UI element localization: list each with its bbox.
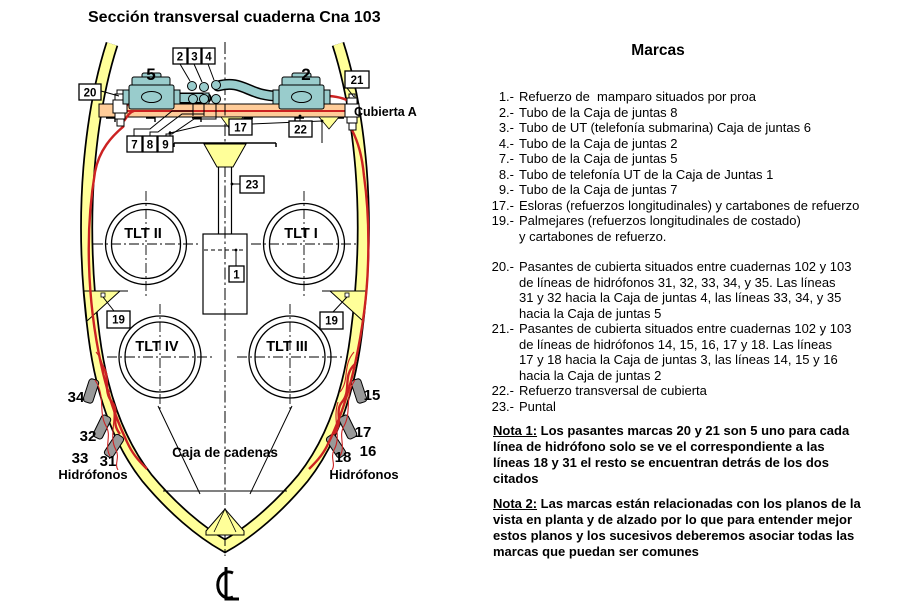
mark-19-left: 19 (112, 314, 125, 327)
mark-3: 3 (191, 51, 198, 64)
mark-17: 17 (234, 122, 247, 135)
legend-item (478, 275, 884, 291)
legend-item-text: y cartabones de refuerzo. (519, 228, 667, 244)
legend-item-number (478, 275, 514, 291)
legend-item-number: 21.- (491, 321, 514, 336)
legend-item-text: 17 y 18 hacia la Caja de juntas 3, las líneas 14, 15 y 16 (519, 352, 838, 367)
legend-note-line: marcas que puedan ser comunes (493, 544, 699, 559)
hull-number-32: 32 (79, 428, 97, 445)
legend-item-text: Esloras (refuerzos longitudinales) y cartabones de refuerzo (519, 197, 860, 213)
legend-panel (478, 42, 884, 560)
legend-items-block-2 (478, 259, 884, 414)
legend-note-label: Nota 1: (493, 423, 538, 438)
hull-number-16: 16 (359, 443, 377, 460)
legend-item-number: 2.- (498, 104, 514, 120)
legend-item-text: Tubo de telefonía UT de la Caja de Juntas 1 (519, 166, 774, 182)
legend-item (478, 352, 884, 368)
junction-box-right-number: 2 (301, 65, 311, 84)
legend-note-line: estos planos y los sucesivos deberemos asociar todas las (493, 528, 855, 543)
mark-4: 4 (205, 51, 212, 64)
hull-number-17: 17 (354, 424, 372, 441)
legend-item-text: Refuerzo de mamparo situados por proa (519, 89, 757, 104)
legend-item (478, 368, 884, 384)
legend-item (478, 290, 884, 306)
legend-item-number: 9.- (498, 182, 514, 197)
legend-item-number: 19.- (491, 213, 514, 228)
legend-item-number: 22.- (491, 383, 514, 398)
legend-note-label: Nota 2: (493, 496, 538, 511)
legend-item-text: de líneas de hidrófonos 31, 32, 33, 34, y 35. Las líneas (519, 274, 836, 290)
legend-item-text: Tubo de la Caja de juntas 2 (519, 135, 678, 151)
legend-items-block-1 (478, 89, 884, 244)
legend-item (478, 259, 884, 275)
chain-locker-label: Caja de cadenas (172, 445, 278, 460)
legend-item-text: Tubo de la Caja de juntas 7 (519, 182, 678, 197)
legend-item (478, 198, 884, 214)
deck-label: Cubierta A (354, 105, 417, 119)
legend-item (478, 337, 884, 353)
centerline-symbol-icon (218, 567, 239, 599)
hull-number-33: 33 (71, 450, 89, 467)
mark-8: 8 (146, 139, 154, 152)
legend-item-number (478, 352, 514, 368)
legend-item-number: 1.- (498, 89, 514, 104)
legend-title: Marcas (631, 42, 685, 59)
legend-item (478, 105, 884, 121)
tube-label-tlt3: TLT III (266, 339, 308, 355)
legend-item (478, 229, 884, 245)
legend-item (478, 399, 884, 415)
legend-item-text: hacia la Caja de juntas 5 (519, 305, 662, 321)
legend-item (478, 182, 884, 198)
mark-19-right: 19 (325, 315, 338, 328)
legend-item-text: Pasantes de cubierta situados entre cuadernas 102 y 103 (519, 259, 852, 274)
legend-item-number: 3.- (498, 120, 514, 135)
legend-item (478, 151, 884, 167)
legend-item-text: 31 y 32 hacia la Caja de juntas 4, las líneas 33, 34, y 35 (519, 290, 842, 305)
legend-item-number (478, 290, 514, 306)
hydrophones-left-label: Hidrófonos (58, 467, 128, 482)
legend-item-number: 4.- (498, 135, 514, 151)
legend-item (478, 120, 884, 136)
keel-bracket (206, 509, 244, 535)
mark-2: 2 (176, 51, 184, 64)
legend-item-text: hacia la Caja de juntas 2 (519, 367, 662, 383)
legend-item (478, 306, 884, 322)
legend-item-text: Pasantes de cubierta situados entre cuadernas 102 y 103 (519, 321, 852, 336)
legend-note-line: línea de hidrófono solo se ve el correspondiente a las (493, 439, 825, 454)
tube-label-tlt2: TLT II (124, 226, 162, 242)
legend-item (478, 383, 884, 399)
legend-item (478, 136, 884, 152)
legend-item (478, 167, 884, 183)
legend-item (478, 321, 884, 337)
legend-item (478, 213, 884, 229)
legend-item-number: 8.- (498, 166, 514, 182)
hull-number-18: 18 (334, 449, 352, 466)
legend-item-text: Tubo de UT (telefonía submarina) Caja de juntas 6 (519, 120, 811, 135)
hull-number-15: 15 (363, 387, 381, 404)
legend-item-number (478, 306, 514, 322)
legend-note (493, 423, 884, 487)
legend-item-number: 7.- (498, 151, 514, 166)
mark-20: 20 (83, 87, 97, 100)
tube-label-tlt1: TLT I (284, 226, 318, 242)
hydrophones-right-label: Hidrófonos (329, 467, 399, 482)
mark-22: 22 (294, 124, 307, 137)
junction-box-left-number: 5 (146, 65, 156, 84)
mark-23: 23 (245, 179, 259, 192)
hull-number-31: 31 (99, 453, 117, 470)
legend-item-number: 17.- (491, 197, 514, 213)
legend-note-line: Nota 1: Los pasantes marcas 20 y 21 son 5 uno para cada (493, 423, 850, 438)
legend-note-line: citados (493, 471, 539, 486)
legend-item-text: Palmejares (refuerzos longitudinales de costado) (519, 213, 801, 228)
mark-7: 7 (131, 139, 138, 152)
legend-notes (478, 423, 884, 560)
mark-21: 21 (350, 75, 364, 87)
legend-item-text: Tubo de la Caja de juntas 5 (519, 151, 678, 166)
legend-item-text: Puntal (519, 398, 556, 414)
legend-item (478, 89, 884, 105)
legend-item-number (478, 368, 514, 384)
legend-note-line: líneas 18 y 31 el resto se encuentran detrás de los dos (493, 455, 829, 470)
legend-item-number: 20.- (491, 259, 514, 274)
page-title: Sección transversal cuaderna Cna 103 (88, 9, 381, 26)
tube-label-tlt4: TLT IV (135, 339, 179, 355)
legend-item-number (478, 229, 514, 245)
legend-note-line: vista en planta y de alzado por lo que para entender mejor (493, 512, 853, 527)
legend-item-number: 23.- (491, 398, 514, 414)
hull-number-34: 34 (67, 389, 85, 406)
legend-item-text: Tubo de la Caja de juntas 8 (519, 104, 678, 120)
legend-item-number (478, 337, 514, 353)
mark-1: 1 (233, 269, 240, 282)
mark-9: 9 (162, 139, 169, 152)
legend-item-text: de líneas de hidrófonos 14, 15, 16, 17 y 18. Las líneas (519, 336, 832, 352)
legend-note-line: Nota 2: Las marcas están relacionadas con los planos de la (493, 496, 861, 511)
legend-item-text: Refuerzo transversal de cubierta (519, 383, 707, 398)
legend-note (493, 496, 884, 560)
pillar-head-bracket (204, 144, 246, 167)
